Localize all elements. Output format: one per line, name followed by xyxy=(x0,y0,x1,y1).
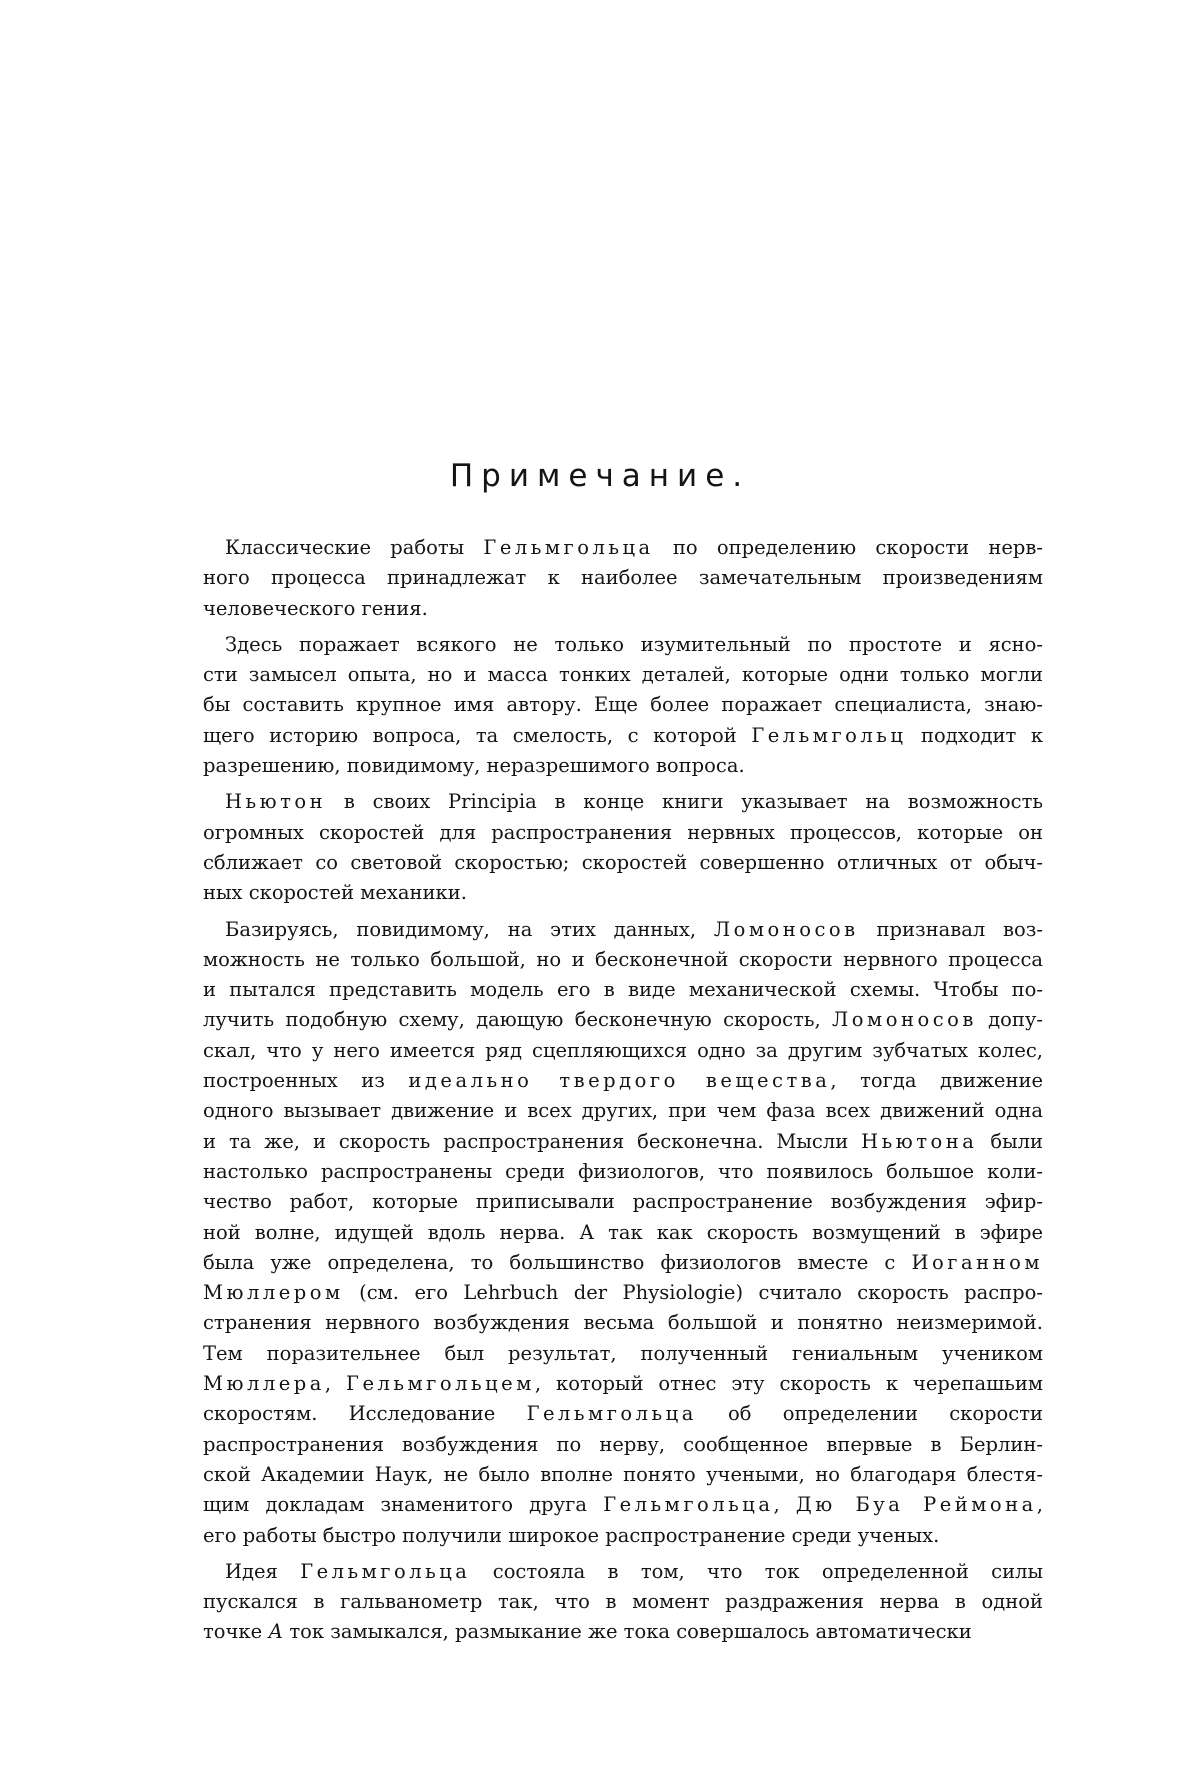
text-segment: настолько распространены среди физиологов, что появилось большое коли- xyxy=(203,1160,1043,1183)
spaced-name: Ньютона xyxy=(861,1130,977,1153)
text-line xyxy=(203,1521,1043,1551)
text-segment: и пытался представить модель его в виде механической схемы. Чтобы по- xyxy=(203,978,1043,1001)
text-segment: Идея xyxy=(225,1560,300,1583)
text-segment: допу- xyxy=(977,1008,1043,1031)
text-line xyxy=(203,1036,1043,1066)
text-line xyxy=(203,1460,1043,1490)
spaced-name: Гельмгольцем xyxy=(346,1372,535,1395)
spaced-name: Гельмгольца xyxy=(603,1493,773,1516)
text-line xyxy=(203,1587,1043,1617)
text-line xyxy=(203,751,1043,781)
text-segment: странения нервного возбуждения весьма большой и понятно неизмеримой. xyxy=(203,1311,1043,1334)
text-segment: , который отнес эту скорость к черепашьим xyxy=(535,1372,1043,1395)
text-segment: ской Академии Наук, не было вполне понято учеными, но благодаря блестя- xyxy=(203,1463,1043,1486)
text-segment: человеческого гения. xyxy=(203,597,428,620)
text-segment: Здесь поражает всякого не только изумительный по простоте и ясно- xyxy=(225,633,1043,656)
text-segment: бы составить крупное имя автору. Еще более поражает специалиста, знаю- xyxy=(203,693,1043,716)
spaced-name: Гельмгольца xyxy=(527,1402,697,1425)
text-line xyxy=(203,1308,1043,1338)
text-line xyxy=(203,1278,1043,1308)
spaced-name: Мюллера xyxy=(203,1372,325,1395)
text-line xyxy=(203,975,1043,1005)
text-segment: по определению скорости нерв- xyxy=(654,536,1043,559)
text-segment: сближает со световой скоростью; скоростей совершенно отличных от обыч- xyxy=(203,851,1043,874)
text-line xyxy=(203,721,1043,751)
text-segment: , xyxy=(325,1372,346,1395)
text-line xyxy=(203,848,1043,878)
text-segment: скал, что у него имеется ряд сцепляющихся одно за другим зубчатых колес, xyxy=(203,1039,1043,1062)
text-line xyxy=(203,1339,1043,1369)
text-line xyxy=(203,1399,1043,1429)
text-segment: точке xyxy=(203,1620,268,1643)
text-segment: подходит к xyxy=(906,724,1043,747)
text-segment: ных скоростей механики. xyxy=(203,881,467,904)
text-segment: (см. его Lehrbuch der Physiologie) считало скорость распро- xyxy=(344,1281,1043,1304)
text-segment: одного вызывает движение и всех других, при чем фаза всех движений одна xyxy=(203,1099,1043,1122)
spaced-name: Ломоносов xyxy=(832,1008,977,1031)
paragraph xyxy=(203,915,1043,1551)
text-segment: были xyxy=(977,1130,1043,1153)
text-segment: и та же, и скорость распространения бесконечна. Мысли xyxy=(203,1130,861,1153)
text-segment: Базируясь, повидимому, на этих данных, xyxy=(225,918,714,941)
paragraph xyxy=(203,533,1043,624)
paragraph xyxy=(203,1557,1043,1648)
text-line xyxy=(203,915,1043,945)
text-line xyxy=(203,1557,1043,1587)
text-segment: его работы быстро получили широкое распространение среди ученых. xyxy=(203,1524,939,1547)
text-segment: чество работ, которые приписывали распространение возбуждения эфир- xyxy=(203,1190,1043,1213)
text-line xyxy=(203,878,1043,908)
text-segment: ной волне, идущей вдоль нерва. А так как скорость возмущений в эфире xyxy=(203,1221,1043,1244)
text-segment: , xyxy=(773,1493,795,1516)
text-line xyxy=(203,1005,1043,1035)
text-segment: огромных скоростей для распространения нервных процессов, которые он xyxy=(203,821,1043,844)
text-segment: скоростям. Исследование xyxy=(203,1402,527,1425)
text-segment: сти замысел опыта, но и масса тонких деталей, которые одни только могли xyxy=(203,663,1043,686)
text-segment: об определении скорости xyxy=(697,1402,1043,1425)
text-segment: ного процесса принадлежат к наиболее замечательным произведениям xyxy=(203,566,1043,589)
text-line xyxy=(203,818,1043,848)
spaced-name: Ломоносов xyxy=(714,918,859,941)
spaced-name: Дю Буа Реймона xyxy=(796,1493,1037,1516)
text-segment: , тогда движение xyxy=(830,1069,1043,1092)
text-line xyxy=(203,1218,1043,1248)
text-segment: ток замыкался, размыкание же тока совершалось автоматически xyxy=(283,1620,972,1643)
spaced-name: идеально твердого вещества xyxy=(408,1069,830,1092)
text-body xyxy=(203,533,1043,1648)
text-line xyxy=(203,1430,1043,1460)
text-segment: состояла в том, что ток определенной силы xyxy=(470,1560,1043,1583)
text-segment: можность не только большой, но и бесконечной скорости нервного процесса xyxy=(203,948,1043,971)
text-line xyxy=(203,1248,1043,1278)
text-line xyxy=(203,594,1043,624)
text-segment: Тем поразительнее был результат, полученный гениальным учеником xyxy=(203,1342,1043,1365)
spaced-name: Гельмгольц xyxy=(751,724,906,747)
text-line xyxy=(203,563,1043,593)
spaced-name: Ньютон xyxy=(225,790,326,813)
spaced-name: Иоганном xyxy=(912,1251,1044,1274)
text-line xyxy=(203,630,1043,660)
text-line xyxy=(203,533,1043,563)
text-line xyxy=(203,690,1043,720)
text-segment: , xyxy=(1037,1493,1043,1516)
text-segment: Классические работы xyxy=(225,536,483,559)
text-line xyxy=(203,787,1043,817)
text-segment: распространения возбуждения по нерву, сообщенное впервые в Берлин- xyxy=(203,1433,1043,1456)
spaced-name: Гельмгольца xyxy=(300,1560,470,1583)
text-line xyxy=(203,1369,1043,1399)
text-line xyxy=(203,1187,1043,1217)
text-segment: была уже определена, то большинство физиологов вместе с xyxy=(203,1251,912,1274)
italic-symbol: А xyxy=(268,1620,283,1643)
text-segment: щим докладам знаменитого друга xyxy=(203,1493,603,1516)
text-line xyxy=(203,1157,1043,1187)
page-title: Примечание. xyxy=(0,458,1200,494)
text-segment: лучить подобную схему, дающую бесконечную скорость, xyxy=(203,1008,832,1031)
text-line xyxy=(203,1127,1043,1157)
paragraph xyxy=(203,787,1043,908)
paragraph xyxy=(203,630,1043,781)
text-segment: разрешению, повидимому, неразрешимого вопроса. xyxy=(203,754,745,777)
text-line xyxy=(203,660,1043,690)
spaced-name: Гельмгольца xyxy=(483,536,653,559)
text-line xyxy=(203,1096,1043,1126)
document-page xyxy=(0,0,1200,1783)
spaced-name: Мюллером xyxy=(203,1281,344,1304)
text-segment: в своих Principia в конце книги указывает на возможность xyxy=(326,790,1043,813)
text-segment: щего историю вопроса, та смелость, с которой xyxy=(203,724,751,747)
text-line xyxy=(203,1490,1043,1520)
text-segment: построенных из xyxy=(203,1069,408,1092)
text-line xyxy=(203,945,1043,975)
text-line xyxy=(203,1617,1043,1647)
text-segment: пускался в гальванометр так, что в момент раздражения нерва в одной xyxy=(203,1590,1043,1613)
text-segment: признавал воз- xyxy=(859,918,1043,941)
text-line xyxy=(203,1066,1043,1096)
